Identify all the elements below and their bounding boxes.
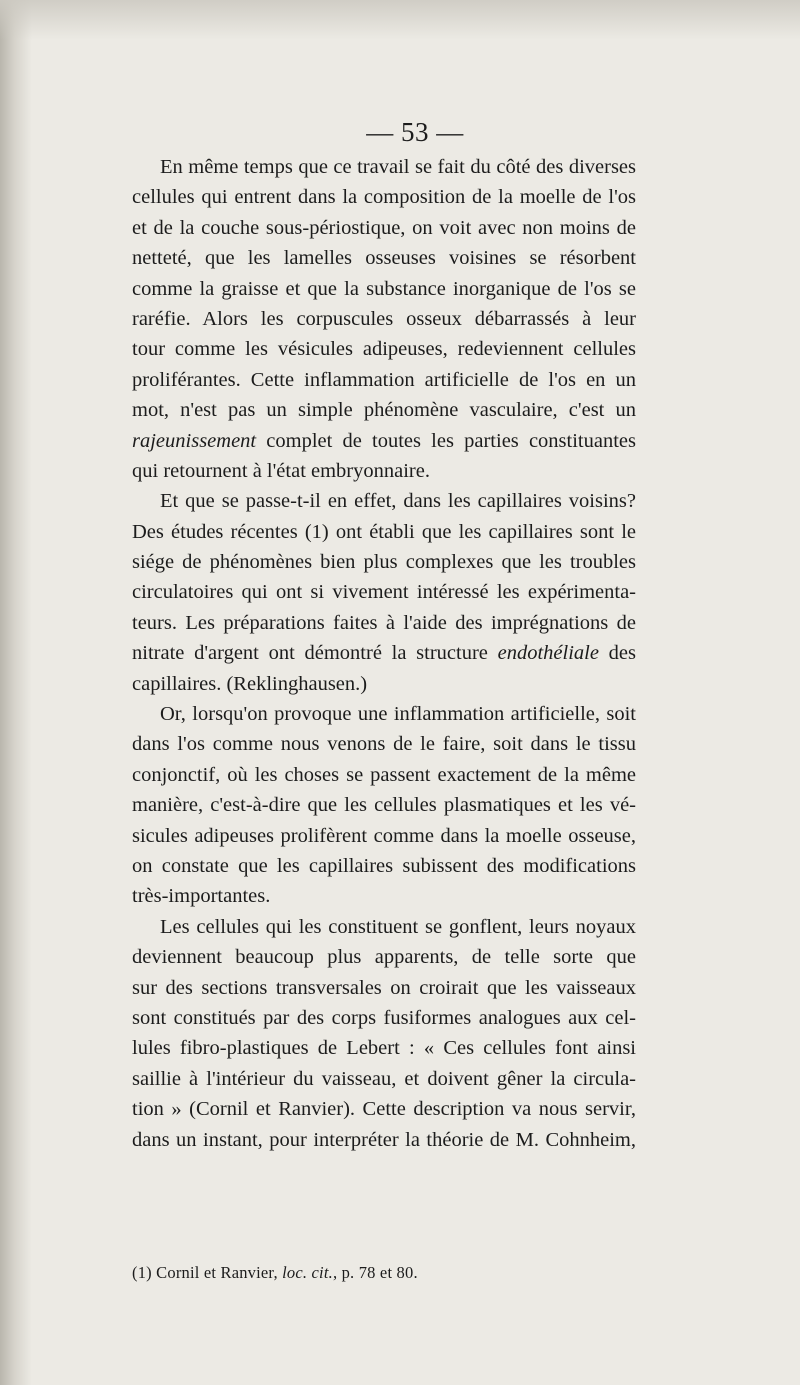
text-line: netteté, que les lamelles osseuses voisines se résorbent: [132, 247, 636, 270]
text-line: manière, c'est-à-dire que les cellules plasmatiques et les vé-: [132, 794, 636, 817]
text-line: sont constitués par des corps fusiformes analogues aux cel-: [132, 1006, 636, 1029]
text-line: saillie à l'intérieur du vaisseau, et doivent gêner la circula-: [132, 1067, 636, 1090]
footnote: (1) Cornil et Ranvier, loc. cit., p. 78 et 80.: [132, 1263, 418, 1282]
text-line: sicules adipeuses prolifèrent comme dans la moelle osseuse,: [132, 824, 636, 847]
text-line: lules fibro-plastiques de Lebert : « Ces cellules font ainsi: [132, 1037, 636, 1060]
text-line: tour comme les vésicules adipeuses, redeviennent cellules: [132, 338, 636, 361]
text-line: capillaires. (Reklinghausen.): [132, 672, 368, 695]
text-line: deviennent beaucoup plus apparents, de telle sorte que: [132, 946, 636, 969]
body-text: [132, 152, 636, 1155]
text-line: qui retournent à l'état embryonnaire.: [132, 459, 430, 482]
page-number: — 53 —: [366, 117, 464, 147]
text-line: on constate que les capillaires subissent des modifications: [132, 854, 636, 877]
text-line: dans l'os comme nous venons de le faire, soit dans le tissu: [132, 733, 636, 756]
text-line: cellules qui entrent dans la composition de la moelle de l'os: [132, 186, 636, 209]
page-top-shadow: [0, 0, 800, 40]
text-line: sur des sections transversales on croirait que les vaisseaux: [132, 976, 636, 999]
text-line: conjonctif, où les choses se passent exactement de la même: [132, 763, 636, 786]
text-line: mot, n'est pas un simple phénomène vasculaire, c'est un: [132, 399, 636, 422]
text-line: Et que se passe-t-il en effet, dans les capillaires voisins?: [160, 490, 636, 513]
text-line: nitrate d'argent ont démontré la structure endothéliale des: [132, 642, 637, 665]
text-line: comme la graisse et que la substance inorganique de l'os se: [132, 277, 636, 300]
text-line: Des études récentes (1) ont établi que les capillaires sont le: [132, 520, 636, 543]
text-line: très-importantes.: [132, 885, 271, 908]
text-line: Or, lorsqu'on provoque une inflammation artificielle, soit: [160, 703, 636, 726]
text-line: dans un instant, pour interpréter la théorie de M. Cohnheim,: [132, 1128, 636, 1151]
text-line: tion » (Cornil et Ranvier). Cette description va nous servir,: [132, 1098, 636, 1121]
text-line: teurs. Les préparations faites à l'aide des imprégnations de: [132, 611, 636, 634]
text-line: En même temps que ce travail se fait du côté des diverses: [160, 156, 636, 178]
text-line: circulatoires qui ont si vivement intéressé les expérimenta-: [132, 581, 636, 604]
page-edge-shadow: [0, 0, 32, 1385]
text-line: raréfie. Alors les corpuscules osseux débarrassés à leur: [132, 307, 636, 330]
text-line: rajeunissement complet de toutes les parties constituantes: [132, 429, 636, 452]
text-line: proliférantes. Cette inflammation artificielle de l'os en un: [132, 368, 636, 391]
text-line: Les cellules qui les constituent se gonflent, leurs noyaux: [160, 915, 636, 938]
text-line: siége de phénomènes bien plus complexes que les troubles: [132, 551, 636, 574]
text-line: et de la couche sous-périostique, on voit avec non moins de: [132, 216, 636, 239]
